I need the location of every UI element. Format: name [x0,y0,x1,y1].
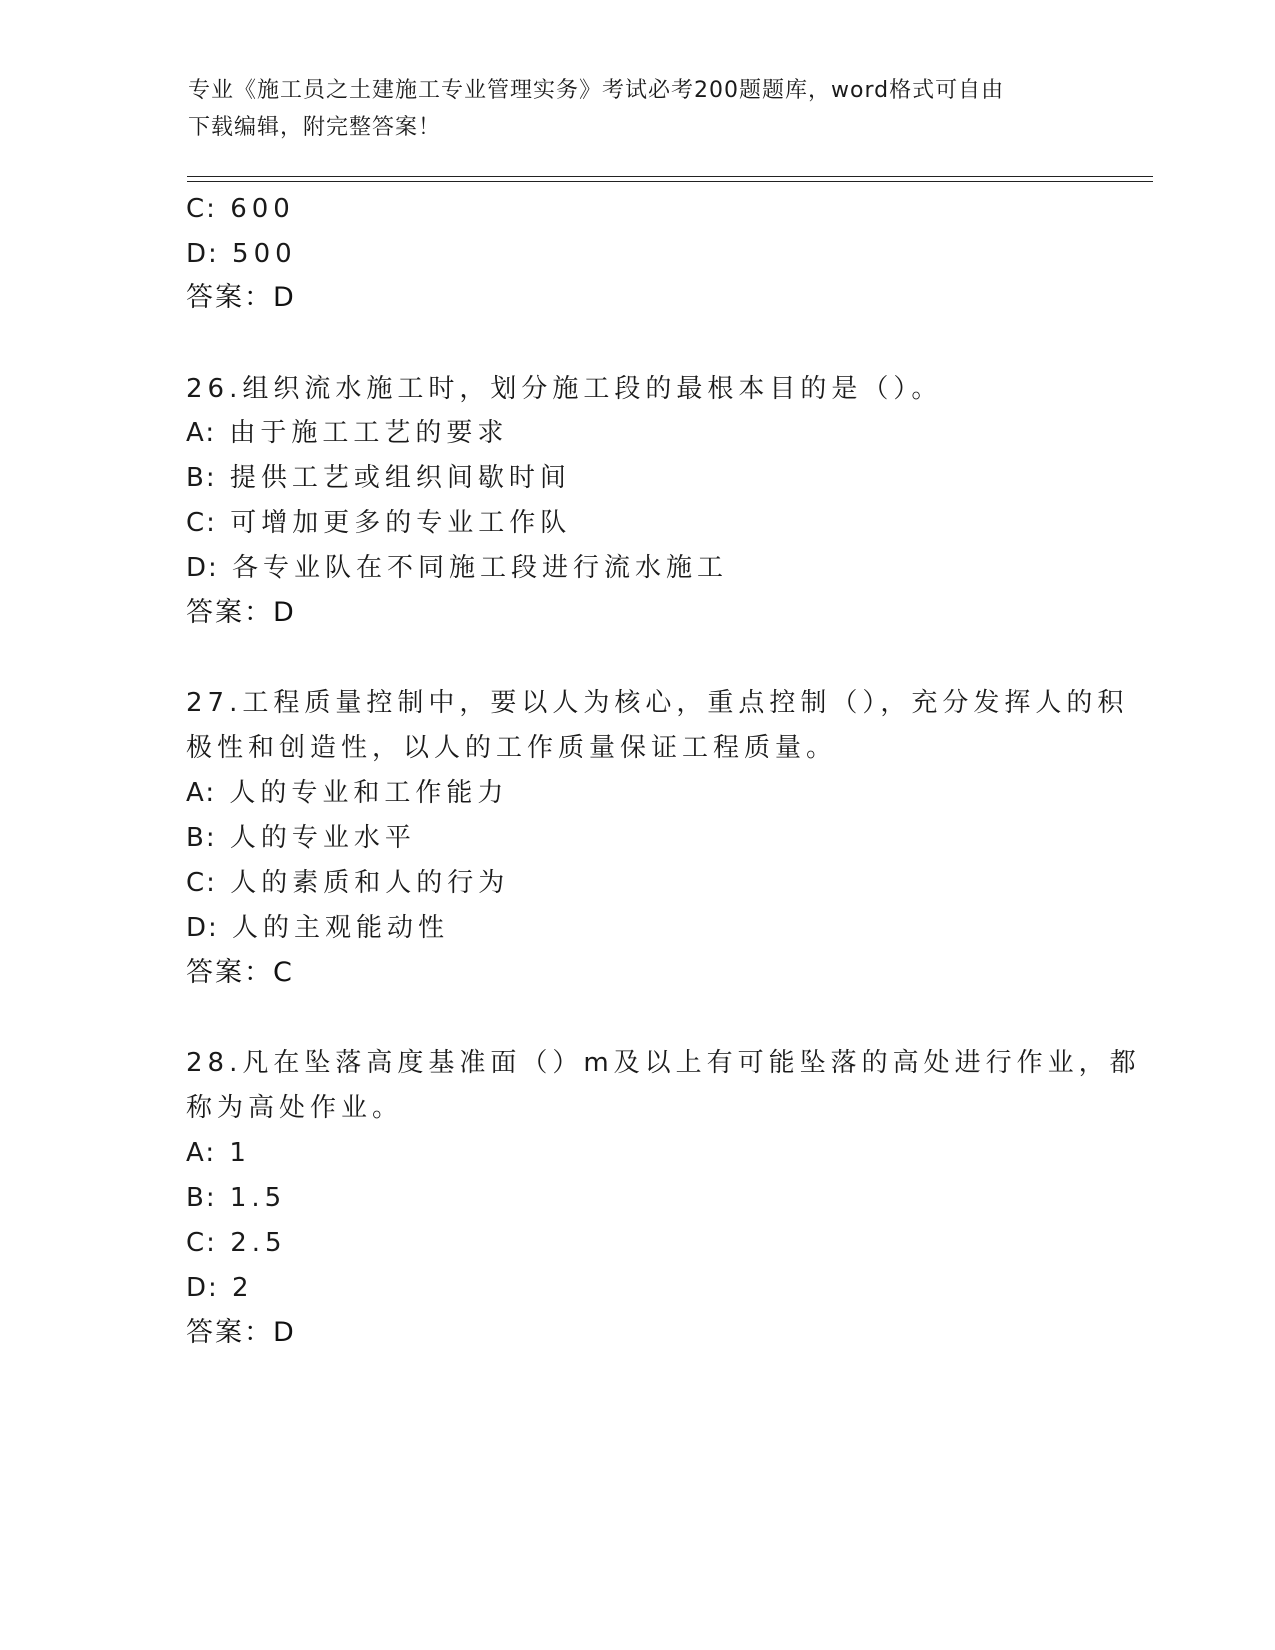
question-28-option-a: A: 1 [186,1138,251,1168]
question-27-option-a: A: 人的专业和工作能力 [186,778,509,808]
question-26-option-a: A: 由于施工工艺的要求 [186,418,509,448]
question-27-stem-line-2: 极性和创造性，以人的工作质量保证工程质量。 [186,733,838,763]
question-28-stem-line-1: 28.凡在坠落高度基准面（）m及以上有可能坠落的高处进行作业，都 [186,1048,1141,1078]
question-28-option-c: C: 2.5 [186,1228,287,1258]
header-rule-bottom [187,181,1153,182]
question-28-option-b: B: 1.5 [186,1183,287,1213]
question-28-option-d: D: 2 [186,1273,254,1303]
question-26-stem: 26.组织流水施工时，划分施工段的最根本目的是（）。 [186,374,943,404]
question-27-stem-line-1: 27.工程质量控制中，要以人为核心，重点控制（），充分发挥人的积 [186,688,1129,718]
prev-option-d: D: 500 [186,239,297,269]
question-27-answer: 答案：C [186,957,294,988]
header-line-1: 专业《施工员之土建施工专业管理实务》考试必考200题题库，word格式可自由 [188,78,1005,103]
question-27-option-d: D: 人的主观能动性 [186,913,450,943]
prev-option-c: C: 600 [186,194,295,224]
question-26-option-d: D: 各专业队在不同施工段进行流水施工 [186,553,729,583]
question-26-option-c: C: 可增加更多的专业工作队 [186,508,572,538]
question-26-answer: 答案：D [186,597,296,628]
header-rule-top [187,176,1153,177]
question-28-stem-line-2: 称为高处作业。 [186,1093,404,1123]
header-line-2: 下载编辑，附完整答案！ [188,115,442,140]
question-28-answer: 答案：D [186,1317,296,1348]
question-26-option-b: B: 提供工艺或组织间歇时间 [186,463,571,493]
document-header [188,72,1068,146]
prev-answer: 答案：D [186,282,296,313]
question-27-option-b: B: 人的专业水平 [186,823,416,853]
question-27-option-c: C: 人的素质和人的行为 [186,868,510,898]
